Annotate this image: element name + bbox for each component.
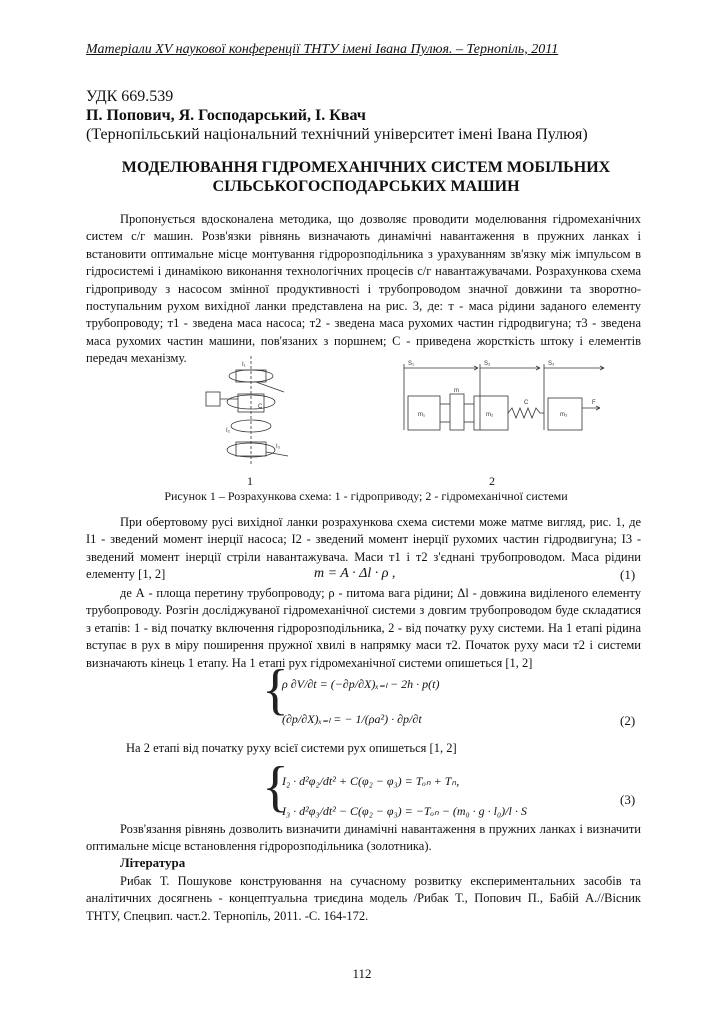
figure-hydromechanical-system xyxy=(398,358,612,440)
figure-hydraulic-drive xyxy=(196,352,296,470)
authors: П. Попович, Я. Господарський, І. Квач xyxy=(86,107,366,124)
title-line-2: СІЛЬСЬКОГОСПОДАРСЬКИХ МАШИН xyxy=(212,178,520,195)
page-number: 112 xyxy=(352,966,372,981)
affiliation: (Тернопільський національний технічний університет імені Івана Пулюя) xyxy=(86,126,588,143)
equation-2-number: (2) xyxy=(620,713,636,728)
equation-1: m = A · Δl · ρ , xyxy=(314,566,396,581)
svg-text:I₁: I₁ xyxy=(242,362,246,368)
abstract-paragraph: Пропонується вдосконалена методика, що дозволяє проводити моделювання гідромеханічних систем с/г машин. Розв'язки рівнянь визначають динамічні навантаження в пружних ланках і встановити оптимальне місце монтування гідророзподільника з урахуванням зв'язку між імпульсом в гідросистемі і динамікою виконання технологічних процесів с/г навантажувачами. Розрахункова схема гідроприводу з насосом змінної продуктивності і трубопроводом значної довжини та зворотно-поступальним рухом вихідної ланки представлена на рис. 3, де: т - маса рідини заданого елементу трубопроводу; т1 - зведена маса насоса; т2 - зведена маса рухомих частин гідродвигуна; т3 - зведена маса рухомих частин машини, пов'язаних з поршнем; С - приведена жорсткість штоку і елементів передач механізму. xyxy=(86,212,641,366)
udk-code: УДК 669.539 xyxy=(86,88,174,105)
equation-1-number: (1) xyxy=(620,567,636,582)
label-m3: m₃ xyxy=(560,412,568,418)
label-f: F xyxy=(592,400,596,406)
label-c: C xyxy=(524,400,529,406)
figure-caption: Рисунок 1 – Розрахункова схема: 1 - гідроприводу; 2 - гідромеханічної системи xyxy=(164,489,568,503)
equation-2-line-2: (∂p/∂X)ₓ₌ₗ = − 1/(ρa²) · ∂p/∂t xyxy=(282,712,422,726)
equation-3-line-2: I₃ · d²φ₃/dt² − C(φ₂ − φ₃) = −Tₒₙ − (m₀ · g · l₀)/l · S xyxy=(282,804,527,818)
rotary-paragraph: При обертовому русі вихідної ланки розрахункова схема системи може матме вигляд, рис. 1, де І1 - зведений момент інерції насоса; І2 - зведений момент інерції рухомих частин гідродвигуна; І3 - зведений момент інерції стріли навантажувача. Маси т1 і т2 з'єднані трубопроводом. Маса рідини елементу [1, 2] xyxy=(86,515,641,582)
reference-entry: Рибак Т. Пошукове конструювання на сучасному розвитку експериментальних засобів та аналітичних досягнень - концептуальна триєдина модель /Рибак Т., Попович П., Бабій А.//Вісник ТНТУ, Спецвип. част.2. Тернопіль, 2011. -С. 164-172. xyxy=(86,874,641,923)
running-header: Матеріали XV наукової конференції ТНТУ імені Івана Пулюя. – Тернопіль, 2011 xyxy=(86,42,559,57)
label-m: m xyxy=(454,388,459,394)
equation-3-number: (3) xyxy=(620,792,636,807)
label-s3: S₃ xyxy=(548,361,555,367)
title-line-1: МОДЕЛЮВАННЯ ГІДРОМЕХАНІЧНИХ СИСТЕМ МОБІЛЬНИХ xyxy=(121,159,611,176)
conclusion-paragraph: Розв'язання рівнянь дозволить визначити динамічні навантаження в пружних ланках і визначити оптимальне місце встановлення гідророзподільника (золотника). xyxy=(86,822,641,854)
svg-text:C: C xyxy=(258,404,263,410)
svg-text:I₃: I₃ xyxy=(276,444,281,450)
equation-3-brace: { xyxy=(262,756,289,818)
paper-title xyxy=(86,158,646,196)
literature-heading: Література xyxy=(120,855,186,870)
equation-2-line-1: ρ ∂V/∂t = (−∂p/∂X)ₓ₌ₗ − 2h · p(t) xyxy=(282,677,440,691)
definitions-paragraph: де А - площа перетину трубопроводу; ρ - питома вага рідини; Δl - довжина виділеного елементу трубопроводу. Розгін досліджуваної гідромеханічної системи з довгим трубопроводом буде складатися з етапів: 1 - від початку включення гідророзподільника, 2 - від початку руху системи. На 1 етапі рідина вступає в рух в міру поширення пружної хвилі в напрямку маси т2. Початок руху маси т2 і системи визначають кінець 1 етапу. На 1 етапі рух гідромеханічної системи опишеться [1, 2] xyxy=(86,586,641,670)
stage2-paragraph: На 2 етапі від початку руху всієї системи рух опишеться [1, 2] xyxy=(126,741,457,755)
figure-label-2: 2 xyxy=(489,474,495,488)
equation-2-brace: { xyxy=(262,659,289,721)
label-m2: m₂ xyxy=(486,412,494,418)
label-m1: m₁ xyxy=(418,412,426,418)
label-s1: S₁ xyxy=(408,361,415,367)
figure-label-1: 1 xyxy=(247,474,253,488)
svg-text:I₂: I₂ xyxy=(226,428,230,434)
label-s2: S₂ xyxy=(484,361,491,367)
equation-3-line-1: I₂ · d²φ₂/dt² + C(φ₂ − φ₃) = Tₒₙ + Tₙ, xyxy=(282,774,460,788)
